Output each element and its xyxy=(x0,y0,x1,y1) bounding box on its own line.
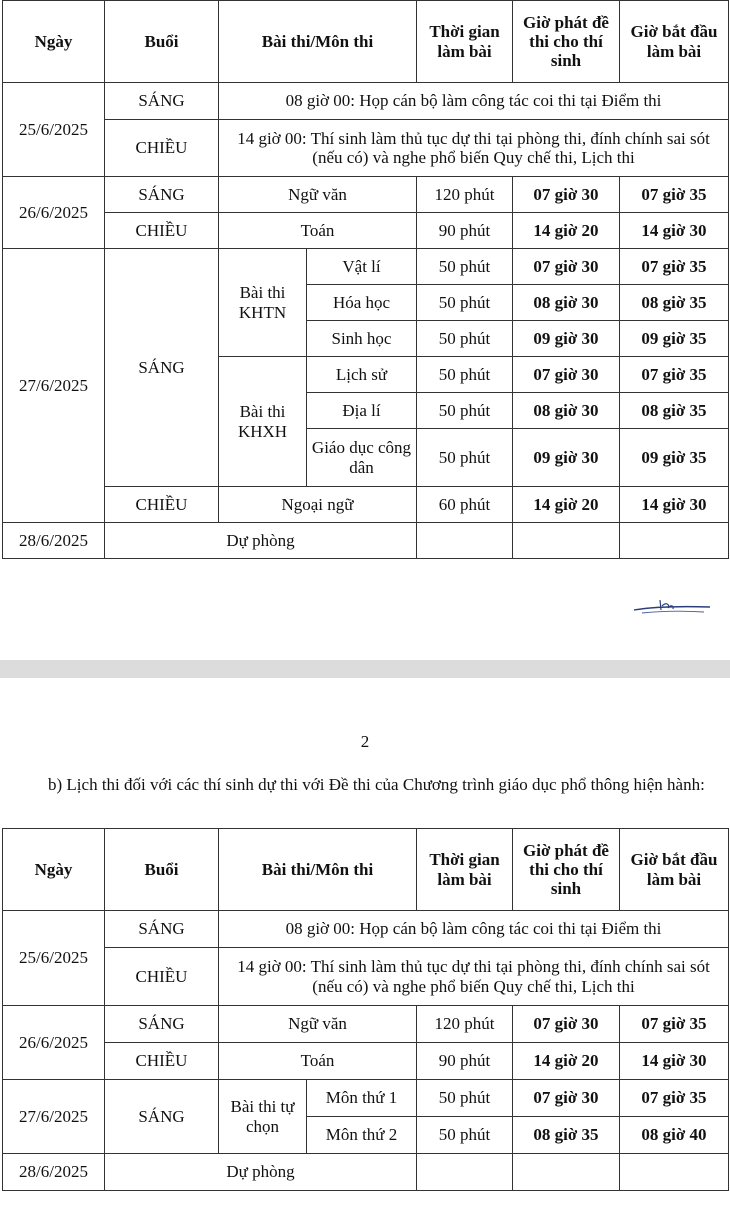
distribute-time-cell: 09 giờ 30 xyxy=(513,321,620,357)
group-elective-cell: Bài thi tự chọn xyxy=(219,1080,307,1154)
distribute-time-cell: 08 giờ 30 xyxy=(513,393,620,429)
duration-cell: 50 phút xyxy=(417,249,513,285)
subject-cell: Sinh học xyxy=(307,321,417,357)
duration-cell: 50 phút xyxy=(417,1117,513,1154)
header-ngay: Ngày xyxy=(3,1,105,83)
start-time-cell: 07 giờ 35 xyxy=(620,357,729,393)
group-khxh-cell: Bài thi KHXH xyxy=(219,357,307,487)
empty-cell xyxy=(417,1154,513,1191)
session-cell: SÁNG xyxy=(105,1080,219,1154)
note-cell: 14 giờ 00: Thí sinh làm thủ tục dự thi tại phòng thi, đính chính sai sót (nếu có) và nghe phổ biến Quy chế thi, Lịch thi xyxy=(219,120,729,177)
session-cell: SÁNG xyxy=(105,83,219,120)
header-thoi-gian: Thời gian làm bài xyxy=(417,1,513,83)
table-row xyxy=(3,1080,729,1117)
start-time-cell: 14 giờ 30 xyxy=(620,213,729,249)
start-time-cell: 07 giờ 35 xyxy=(620,1006,729,1043)
header-buoi: Buổi xyxy=(105,1,219,83)
header-row xyxy=(3,829,729,911)
header-gio-bat-dau: Giờ bắt đầu làm bài xyxy=(620,829,729,911)
distribute-time-cell: 14 giờ 20 xyxy=(513,487,620,523)
distribute-time-cell: 08 giờ 35 xyxy=(513,1117,620,1154)
table-row xyxy=(3,213,729,249)
session-cell: CHIỀU xyxy=(105,487,219,523)
table-row xyxy=(3,948,729,1006)
empty-cell xyxy=(620,1154,729,1191)
empty-cell xyxy=(513,1154,620,1191)
table-row xyxy=(3,523,729,559)
session-cell: CHIỀU xyxy=(105,1043,219,1080)
note-cell: 08 giờ 00: Họp cán bộ làm công tác coi thi tại Điểm thi xyxy=(219,911,729,948)
table-row xyxy=(3,1154,729,1191)
page-2 xyxy=(0,678,730,1209)
duration-cell: 50 phút xyxy=(417,429,513,487)
note-cell: 14 giờ 00: Thí sinh làm thủ tục dự thi tại phòng thi, đính chính sai sót (nếu có) và nghe phổ biến Quy chế thi, Lịch thi xyxy=(219,948,729,1006)
subject-cell: Ngữ văn xyxy=(219,177,417,213)
start-time-cell: 09 giờ 35 xyxy=(620,321,729,357)
header-ngay: Ngày xyxy=(3,829,105,911)
subject-cell: Địa lí xyxy=(307,393,417,429)
session-cell: SÁNG xyxy=(105,911,219,948)
distribute-time-cell: 09 giờ 30 xyxy=(513,429,620,487)
start-time-cell: 14 giờ 30 xyxy=(620,487,729,523)
distribute-time-cell: 07 giờ 30 xyxy=(513,1080,620,1117)
table-row xyxy=(3,487,729,523)
duration-cell: 50 phút xyxy=(417,285,513,321)
subject-cell: Toán xyxy=(219,213,417,249)
reserve-cell: Dự phòng xyxy=(105,523,417,559)
empty-cell xyxy=(417,523,513,559)
start-time-cell: 07 giờ 35 xyxy=(620,177,729,213)
table-row xyxy=(3,1006,729,1043)
distribute-time-cell: 07 giờ 30 xyxy=(513,249,620,285)
session-cell: SÁNG xyxy=(105,1006,219,1043)
subject-cell: Vật lí xyxy=(307,249,417,285)
reserve-cell: Dự phòng xyxy=(105,1154,417,1191)
start-time-cell: 08 giờ 40 xyxy=(620,1117,729,1154)
table-row xyxy=(3,83,729,120)
table-row xyxy=(3,249,729,285)
exam-schedule-table-2 xyxy=(2,828,729,1191)
start-time-cell: 08 giờ 35 xyxy=(620,393,729,429)
duration-cell: 50 phút xyxy=(417,321,513,357)
date-cell: 28/6/2025 xyxy=(3,1154,105,1191)
duration-cell: 50 phút xyxy=(417,393,513,429)
date-cell: 26/6/2025 xyxy=(3,1006,105,1080)
duration-cell: 50 phút xyxy=(417,357,513,393)
subject-cell: Ngoại ngữ xyxy=(219,487,417,523)
distribute-time-cell: 14 giờ 20 xyxy=(513,213,620,249)
distribute-time-cell: 08 giờ 30 xyxy=(513,285,620,321)
empty-cell xyxy=(620,523,729,559)
header-gio-phat: Giờ phát đề thi cho thí sinh xyxy=(513,829,620,911)
signature-mark xyxy=(632,592,712,622)
subject-cell: Môn thứ 1 xyxy=(307,1080,417,1117)
distribute-time-cell: 14 giờ 20 xyxy=(513,1043,620,1080)
table-row xyxy=(3,120,729,177)
subject-cell: Ngữ văn xyxy=(219,1006,417,1043)
date-cell: 25/6/2025 xyxy=(3,83,105,177)
date-cell: 26/6/2025 xyxy=(3,177,105,249)
table-row xyxy=(3,1043,729,1080)
header-bai-thi: Bài thi/Môn thi xyxy=(219,1,417,83)
table-row xyxy=(3,177,729,213)
session-cell: CHIỀU xyxy=(105,948,219,1006)
date-cell: 28/6/2025 xyxy=(3,523,105,559)
exam-schedule-table-1 xyxy=(2,0,729,559)
table-row xyxy=(3,911,729,948)
header-row xyxy=(3,1,729,83)
subject-cell: Toán xyxy=(219,1043,417,1080)
page-separator xyxy=(0,660,730,678)
duration-cell: 120 phút xyxy=(417,177,513,213)
date-cell: 27/6/2025 xyxy=(3,1080,105,1154)
subject-cell: Lịch sử xyxy=(307,357,417,393)
session-cell: CHIỀU xyxy=(105,120,219,177)
header-thoi-gian: Thời gian làm bài xyxy=(417,829,513,911)
date-cell: 25/6/2025 xyxy=(3,911,105,1006)
empty-cell xyxy=(513,523,620,559)
duration-cell: 60 phút xyxy=(417,487,513,523)
start-time-cell: 08 giờ 35 xyxy=(620,285,729,321)
section-intro: b) Lịch thi đối với các thí sinh dự thi với Đề thi của Chương trình giáo dục phổ thông hiện hành: xyxy=(48,775,705,794)
date-cell: 27/6/2025 xyxy=(3,249,105,523)
duration-cell: 90 phút xyxy=(417,213,513,249)
start-time-cell: 07 giờ 35 xyxy=(620,249,729,285)
header-gio-phat: Giờ phát đề thi cho thí sinh xyxy=(513,1,620,83)
subject-cell: Hóa học xyxy=(307,285,417,321)
distribute-time-cell: 07 giờ 30 xyxy=(513,357,620,393)
distribute-time-cell: 07 giờ 30 xyxy=(513,177,620,213)
session-cell: CHIỀU xyxy=(105,213,219,249)
session-cell: SÁNG xyxy=(105,249,219,487)
note-cell: 08 giờ 00: Họp cán bộ làm công tác coi thi tại Điểm thi xyxy=(219,83,729,120)
page-number: 2 xyxy=(360,732,370,751)
header-gio-bat-dau: Giờ bắt đầu làm bài xyxy=(620,1,729,83)
start-time-cell: 09 giờ 35 xyxy=(620,429,729,487)
duration-cell: 90 phút xyxy=(417,1043,513,1080)
distribute-time-cell: 07 giờ 30 xyxy=(513,1006,620,1043)
subject-cell: Môn thứ 2 xyxy=(307,1117,417,1154)
group-khtn-cell: Bài thi KHTN xyxy=(219,249,307,357)
duration-cell: 50 phút xyxy=(417,1080,513,1117)
header-bai-thi: Bài thi/Môn thi xyxy=(219,829,417,911)
duration-cell: 120 phút xyxy=(417,1006,513,1043)
start-time-cell: 14 giờ 30 xyxy=(620,1043,729,1080)
session-cell: SÁNG xyxy=(105,177,219,213)
header-buoi: Buổi xyxy=(105,829,219,911)
subject-cell: Giáo dục công dân xyxy=(307,429,417,487)
start-time-cell: 07 giờ 35 xyxy=(620,1080,729,1117)
